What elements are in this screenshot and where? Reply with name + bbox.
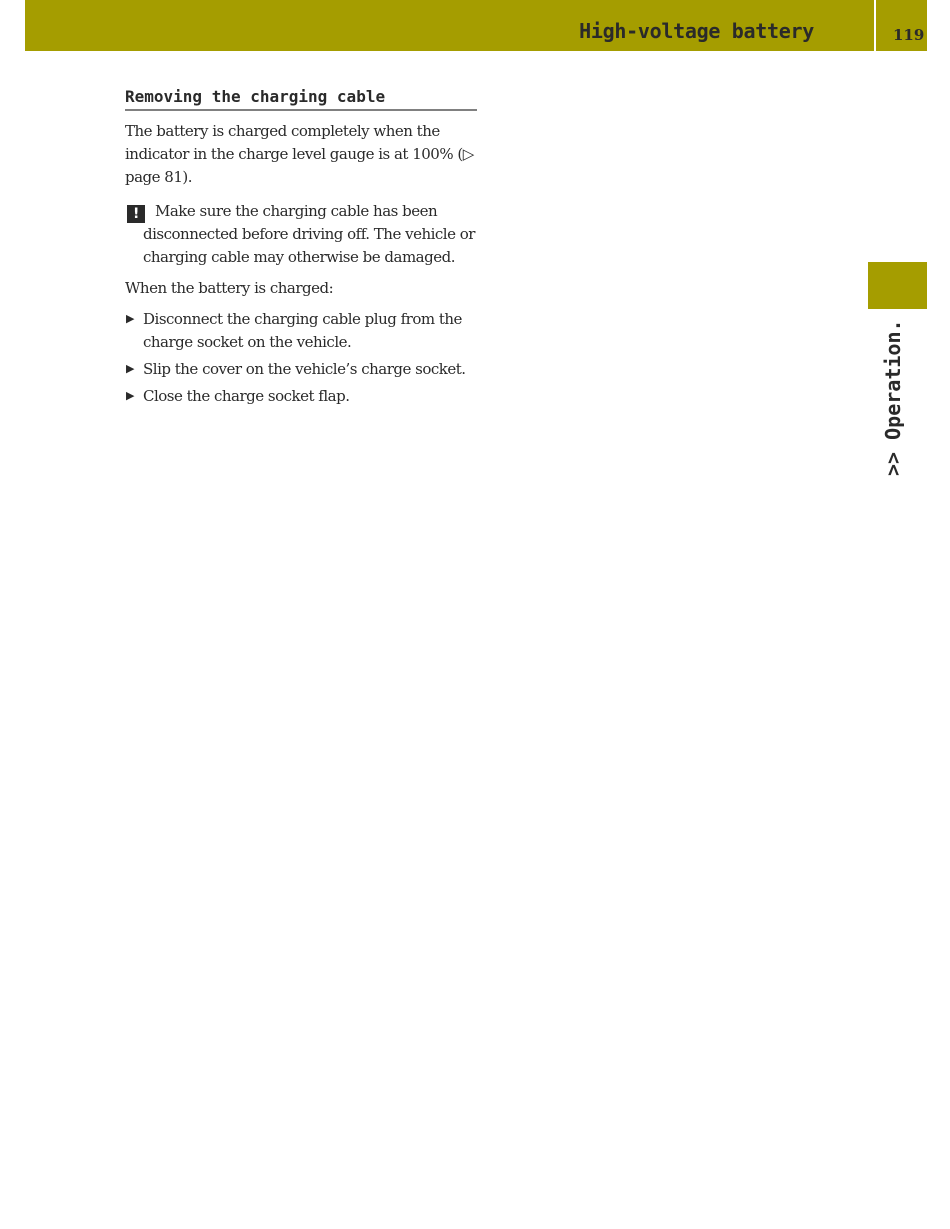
step-item — [125, 308, 477, 354]
warning-icon: ! — [127, 205, 145, 223]
step-item — [125, 358, 477, 381]
side-tab-marker — [868, 262, 927, 309]
header-divider — [874, 0, 876, 51]
warning-text: Make sure the charging cable has been disconnected before driving off. The vehicle or charging cable may otherwise be damaged. — [143, 202, 475, 266]
main-content — [125, 87, 477, 412]
side-tab-label: >> Operation. — [881, 319, 905, 476]
step-arrow-icon: ▶ — [126, 389, 134, 402]
step-item — [125, 385, 477, 408]
step-arrow-icon: ▶ — [126, 312, 134, 325]
page-number: 119 — [893, 26, 925, 44]
warning-note — [125, 200, 477, 269]
section-heading: Removing the charging cable — [125, 87, 477, 111]
when-paragraph: When the battery is charged: — [125, 279, 334, 297]
step-arrow-icon: ▶ — [126, 362, 134, 375]
step-text: Close the charge socket flap. — [143, 387, 350, 405]
intro-paragraph: The battery is charged completely when the indicator in the charge level gauge is at 100% (▷ page 81). — [125, 122, 474, 186]
step-text: Slip the cover on the vehicle’s charge socket. — [143, 360, 466, 378]
header-title: High-voltage battery — [579, 19, 814, 43]
header-bar — [25, 0, 927, 51]
step-text: Disconnect the charging cable plug from the charge socket on the vehicle. — [143, 310, 462, 351]
